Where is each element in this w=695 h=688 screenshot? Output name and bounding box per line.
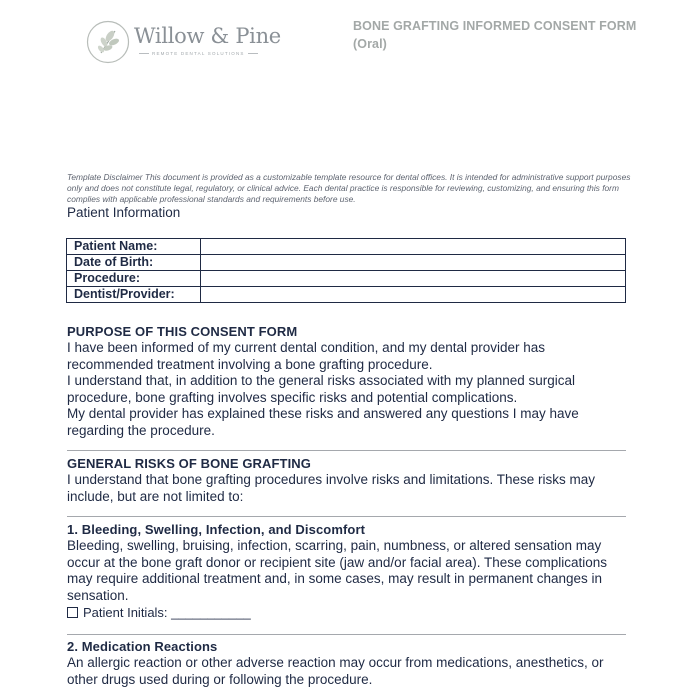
risk-2-text: An allergic reaction or other adverse reaction may occur from medications, anesthetics, or other drugs used during or following the procedure. <box>67 655 604 687</box>
dentist-provider-label: Dentist/Provider: <box>67 287 201 303</box>
brand-name: Willow & Pine <box>134 24 281 48</box>
date-of-birth-label: Date of Birth: <box>67 255 201 271</box>
purpose-paragraph: My dental provider has explained these risks and answered any questions I may have regarding the procedure. <box>67 406 579 438</box>
patient-initials-row <box>67 604 632 621</box>
general-risks-section <box>67 456 632 505</box>
patient-information-heading: Patient Information <box>67 205 181 220</box>
patient-info-table <box>66 238 626 303</box>
table-row <box>67 239 626 255</box>
risk-1-text: Bleeding, swelling, bruising, infection, scarring, pain, numbness, or altered sensation may occur at the bone graft donor or recipient site (jaw and/or facial area). These complications may require additional treatment and, in some cases, may result in permanent changes in sensation. <box>67 538 608 603</box>
purpose-section <box>67 324 632 439</box>
purpose-paragraph: I understand that, in addition to the general risks associated with my planned surgical procedure, bone grafting involves specific risks and potential complications. <box>67 373 576 405</box>
table-row <box>67 287 626 303</box>
dentist-provider-field[interactable] <box>201 287 626 303</box>
purpose-paragraph: I have been informed of my current dental condition, and my dental provider has recommended treatment involving a bone grafting procedure. <box>67 340 546 372</box>
leaf-emblem-icon <box>86 20 130 64</box>
risk-2-title: 2. Medication Reactions <box>67 639 218 654</box>
procedure-field[interactable] <box>201 271 626 287</box>
table-row <box>67 271 626 287</box>
date-of-birth-field[interactable] <box>201 255 626 271</box>
patient-initials-label: Patient Initials: ___________ <box>83 605 251 620</box>
risk-1-section <box>67 522 632 621</box>
table-row <box>67 255 626 271</box>
patient-name-field[interactable] <box>201 239 626 255</box>
initials-checkbox[interactable] <box>67 607 78 618</box>
purpose-title: PURPOSE OF THIS CONSENT FORM <box>67 324 298 339</box>
general-risks-text: I understand that bone grafting procedures involve risks and limitations. These risks may include, but are not limited to: <box>67 472 596 504</box>
template-disclaimer: Template Disclaimer This document is provided as a customizable template resource for dental offices. It is intended for administrative support purposes only and does not constitute legal, regulatory, or clinical advice. Each dental practice is responsible for reviewing, customizing, and ensuring this form complies with applicable professional standards and requirements before use. <box>67 172 631 204</box>
form-title: BONE GRAFTING INFORMED CONSENT FORM (Oral) <box>353 19 637 51</box>
risk-2-section <box>67 639 632 688</box>
section-divider <box>67 634 626 635</box>
patient-name-label: Patient Name: <box>67 239 201 255</box>
section-divider <box>67 450 626 451</box>
section-divider <box>67 516 626 517</box>
risk-1-title: 1. Bleeding, Swelling, Infection, and Discomfort <box>67 522 366 537</box>
procedure-label: Procedure: <box>67 271 201 287</box>
brand-tagline: REMOTE DENTAL SOLUTIONS <box>136 51 261 56</box>
brand-logo <box>86 20 281 66</box>
general-risks-title: GENERAL RISKS OF BONE GRAFTING <box>67 456 311 471</box>
